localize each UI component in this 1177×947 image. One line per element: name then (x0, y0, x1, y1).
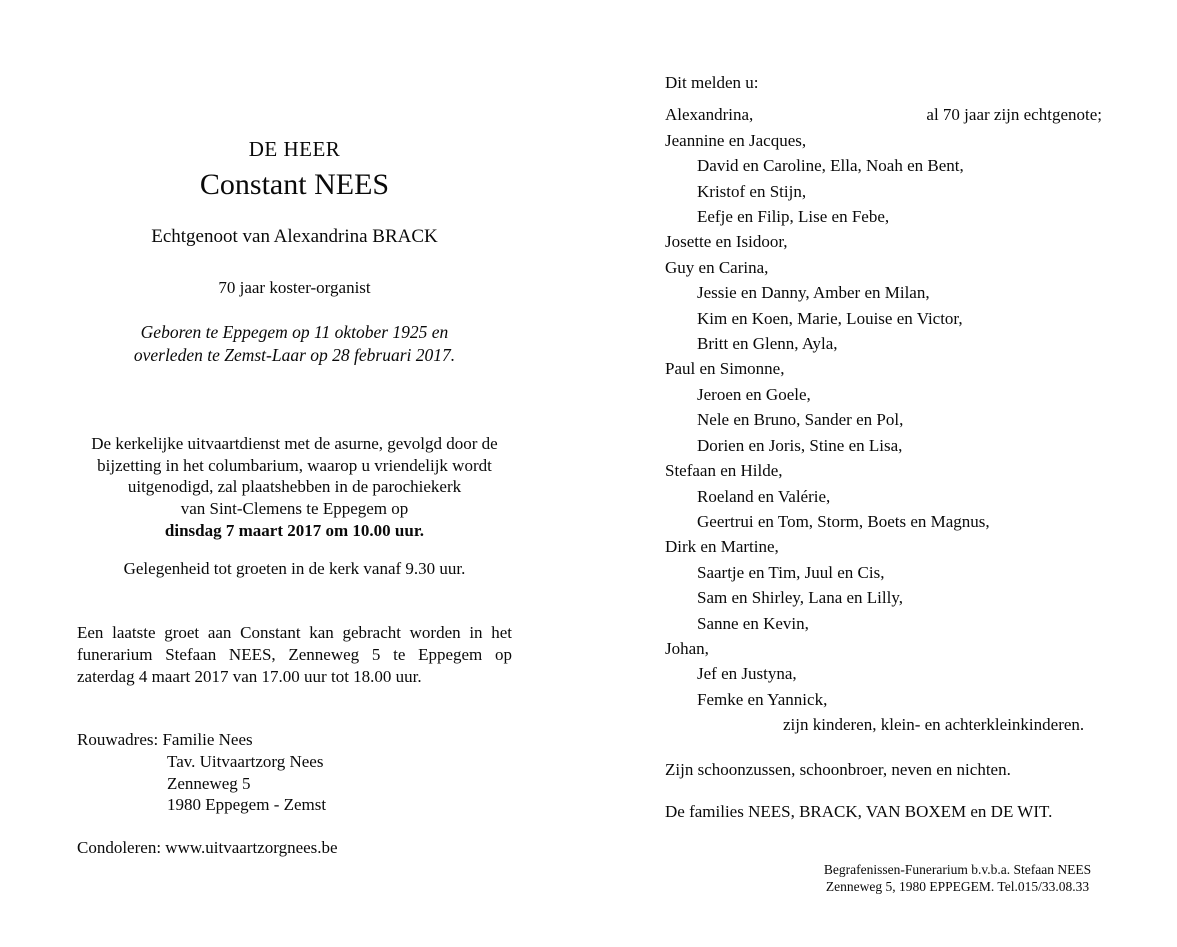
service-line: bijzetting in het columbarium, waarop u vriendelijk wordt (97, 455, 492, 475)
mourning-address-lines (77, 751, 512, 816)
family-member-line: Dirk en Martine, (665, 537, 779, 557)
children-summary-line: zijn kinderen, klein- en achterkleinkinderen. (783, 715, 1085, 735)
family-member-line: Femke en Yannick, (697, 689, 828, 709)
family-member-line: Kim en Koen, Marie, Louise en Victor, (697, 308, 963, 328)
mourning-address-first-line: Rouwadres: Familie Nees (77, 730, 253, 750)
family-member-line: Guy en Carina, (665, 257, 769, 277)
family-member-line: Britt en Glenn, Ayla, (697, 334, 838, 354)
service-datetime-line: dinsdag 7 maart 2017 om 10.00 uur. (164, 520, 425, 540)
mourning-address-line: Zenneweg 5 (167, 773, 251, 793)
service-line: De kerkelijke uitvaartdienst met de asurne, gevolgd door de (91, 434, 498, 453)
family-member-line: Jef en Justyna, (697, 664, 797, 684)
family-member-line: Jessie en Danny, Amber en Milan, (697, 283, 930, 303)
right-column (665, 70, 1102, 824)
family-member-line: Dorien en Joris, Stine en Lisa, (697, 435, 903, 455)
family-members-list (665, 128, 1102, 712)
left-column (77, 138, 512, 859)
family-member-line: Jeannine en Jacques, (665, 130, 807, 150)
family-member-line: David en Caroline, Ella, Noah en Bent, (697, 156, 964, 176)
mourning-address-block (77, 729, 512, 816)
birth-death-dates (77, 321, 512, 367)
funeral-home-footer (800, 861, 1115, 895)
spouse-announcement-row (665, 102, 1102, 127)
mourning-address-line: Tav. Uitvaartzorg Nees (167, 752, 324, 772)
dates-line: overleden te Zemst-Laar op 28 februari 2017. (133, 345, 456, 365)
announcement-intro: Dit melden u: (665, 73, 759, 92)
family-member-line: Saartje en Tim, Juul en Cis, (697, 562, 885, 582)
greeting-line: Gelegenheid tot groeten in de kerk vanaf 9.30 uur. (123, 558, 466, 578)
families-line: De families NEES, BRACK, VAN BOXEM en DE WIT. (665, 801, 1053, 821)
family-member-line: Geertrui en Tom, Storm, Boets en Magnus, (697, 511, 990, 531)
family-member-line: Nele en Bruno, Sander en Pol, (697, 410, 904, 430)
service-line: van Sint-Clemens te Eppegem op (180, 499, 409, 519)
funeral-home-address: Zenneweg 5, 1980 EPPEGEM. Tel.015/33.08.33 (825, 879, 1090, 894)
family-member-line: Roeland en Valérie, (697, 486, 831, 506)
spouse-relation: al 70 jaar zijn echtgenote; (926, 105, 1102, 125)
role-line: 70 jaar koster-organist (218, 278, 371, 297)
family-member-line: Sam en Shirley, Lana en Lilly, (697, 588, 903, 608)
funeral-service-paragraph (77, 433, 512, 542)
deceased-name: Constant NEES (199, 168, 390, 201)
family-member-line: Kristof en Stijn, (697, 181, 807, 201)
dates-line: Geboren te Eppegem op 11 oktober 1925 en (140, 322, 449, 342)
family-member-line: Eefje en Filip, Lise en Febe, (697, 207, 890, 227)
service-lines (77, 433, 512, 520)
service-line: uitgenodigd, zal plaatshebben in de parochiekerk (127, 477, 462, 497)
family-member-line: Stefaan en Hilde, (665, 461, 783, 481)
mourning-address-line: 1980 Eppegem - Zemst (167, 795, 327, 815)
family-member-line: Sanne en Kevin, (697, 613, 809, 633)
family-member-line: Johan, (665, 638, 709, 658)
family-member-line: Josette en Isidoor, (665, 232, 788, 252)
family-member-line: Jeroen en Goele, (697, 384, 811, 404)
inlaws-line: Zijn schoonzussen, schoonbroer, neven en nichten. (665, 759, 1011, 779)
spouse-of-line: Echtgenoot van Alexandrina BRACK (151, 226, 438, 247)
spouse-name: Alexandrina, (665, 105, 754, 125)
title-prefix: DE HEER (248, 137, 341, 161)
condolences-line: Condoleren: www.uitvaartzorgnees.be (77, 838, 338, 858)
family-member-line: Paul en Simonne, (665, 359, 785, 379)
last-greet-paragraph: Een laatste groet aan Constant kan gebracht worden in het funerarium Stefaan NEES, Zenneweg 5 te Eppegem op zaterdag 4 maart 2017 van 17.00 uur tot 18.00 uur. (77, 623, 512, 686)
funeral-home-name: Begrafenissen-Funerarium b.v.b.a. Stefaan NEES (823, 862, 1092, 877)
